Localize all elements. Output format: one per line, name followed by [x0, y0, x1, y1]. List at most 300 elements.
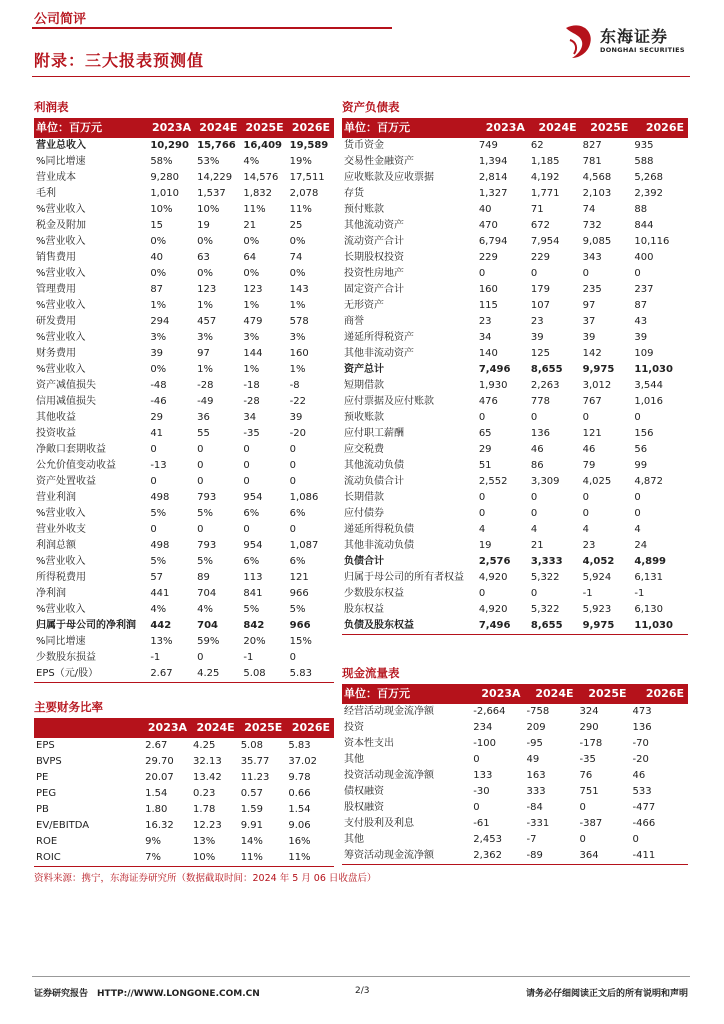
cell-value: 1,930	[478, 380, 508, 391]
cell-value: 15	[150, 220, 164, 231]
cell-value: 4%	[243, 156, 260, 167]
row-label: 净利润	[36, 588, 66, 599]
table-row	[34, 410, 334, 426]
cell-value: 778	[530, 396, 550, 407]
header-year: 2026E	[631, 684, 689, 704]
cell-value: 4,052	[582, 556, 615, 567]
row-label: 预付账款	[344, 204, 384, 215]
row-label: 预收账款	[344, 412, 384, 423]
row-label: 信用减值损失	[36, 396, 96, 407]
cell-value: 5,923	[582, 604, 612, 615]
table-row	[342, 218, 688, 234]
table-header-row	[34, 118, 334, 138]
row-label: PEG	[36, 788, 57, 799]
cell-value: 4	[530, 524, 538, 535]
row-label: 应付债券	[344, 508, 384, 519]
cell-value: -84	[526, 802, 543, 813]
cell-value: 9,975	[581, 618, 633, 635]
cell-value: 0	[197, 460, 204, 471]
cell-value: 11%	[239, 850, 287, 867]
cell-value: 5,322	[530, 604, 560, 615]
cell-value: 2.67	[148, 666, 195, 683]
row-label: %营业收入	[36, 332, 86, 343]
cell-value: 2,576	[478, 556, 511, 567]
cell-value: 0	[197, 524, 204, 535]
cell-value: 4,899	[634, 556, 667, 567]
cell-value: 229	[478, 252, 498, 263]
cell-value: 5,268	[634, 172, 664, 183]
cell-value: 23	[478, 316, 492, 327]
cell-value: 1.78	[193, 804, 216, 815]
table-row	[342, 330, 688, 346]
cell-value: 0	[579, 834, 586, 845]
cell-value: 25	[289, 220, 303, 231]
table-row	[342, 752, 688, 768]
cell-value: 0	[632, 834, 639, 845]
footer-divider	[32, 976, 690, 977]
cell-value: 0	[243, 460, 250, 471]
title-divider	[32, 76, 690, 77]
table-row	[34, 202, 334, 218]
cell-value: 0	[197, 652, 204, 663]
row-label: EPS	[36, 740, 55, 751]
cell-value: 0	[289, 524, 297, 535]
cell-value: 0	[582, 508, 590, 519]
cell-value: 29.70	[145, 756, 174, 767]
cell-value: 954	[243, 492, 263, 503]
cell-value: 0	[530, 588, 538, 599]
cell-value: 827	[582, 140, 602, 151]
table-row	[342, 266, 688, 282]
table-row	[34, 570, 334, 586]
table-row	[342, 298, 688, 314]
cell-value: 19,589	[289, 140, 329, 151]
cell-value: 109	[634, 348, 654, 359]
header-divider	[32, 27, 392, 29]
cell-value: 0.57	[240, 788, 263, 799]
cell-value: 4.25	[195, 666, 241, 683]
cell-value: 4	[582, 524, 590, 535]
cell-value: 751	[579, 786, 599, 797]
cell-value: -477	[632, 802, 656, 813]
table-row	[34, 442, 334, 458]
cell-value: 0	[530, 268, 538, 279]
row-label: 固定资产合计	[344, 284, 404, 295]
row-label: PB	[36, 804, 49, 815]
row-label: 其他流动负债	[344, 460, 404, 471]
cell-value: 2,552	[478, 476, 508, 487]
page-title: 附录：三大报表预测值	[34, 51, 205, 70]
cell-value: 6,794	[478, 236, 508, 247]
cell-value: 5%	[150, 508, 167, 519]
cell-value: 0	[582, 492, 590, 503]
cell-value: 0	[473, 802, 480, 813]
cell-value: 160	[478, 284, 498, 295]
cell-value: 294	[150, 316, 170, 327]
cell-value: 87	[150, 284, 164, 295]
table-row	[342, 554, 688, 570]
row-label: %同比增速	[36, 636, 86, 647]
cell-value: -49	[197, 396, 214, 407]
cell-value: 0	[197, 476, 204, 487]
cell-value: 234	[473, 722, 493, 733]
cell-value: 11,030	[634, 364, 673, 375]
row-label: 其他非流动负债	[344, 540, 414, 551]
cell-value: 10,290	[150, 140, 189, 151]
cell-value: 749	[478, 140, 498, 151]
row-label: 无形资产	[344, 300, 384, 311]
row-label: 归属于母公司的净利润	[36, 620, 136, 631]
cell-value: -48	[150, 380, 167, 391]
row-label: 销售费用	[36, 252, 76, 263]
cell-value: 136	[530, 428, 550, 439]
cell-value: 163	[526, 770, 546, 781]
cell-value: 0	[634, 412, 641, 423]
table-row	[342, 506, 688, 522]
cell-value: 841	[243, 588, 263, 599]
cell-value: 473	[632, 706, 652, 717]
cell-value: 0	[478, 268, 486, 279]
cell-value: 7%	[143, 850, 191, 867]
cell-value: 16,409	[243, 140, 282, 151]
footer-disclaimer: 请务必仔细阅读正文后的所有说明和声明	[525, 989, 688, 999]
cell-value: 14%	[240, 836, 263, 847]
table-row	[342, 800, 688, 816]
cell-value: 0	[289, 652, 297, 663]
table-row	[342, 586, 688, 602]
cell-value: 144	[243, 348, 263, 359]
cell-value: 0	[530, 508, 538, 519]
cell-value: 14,229	[197, 172, 233, 183]
cell-value: 229	[530, 252, 550, 263]
cell-value: -1	[582, 588, 593, 599]
cell-value: 3,309	[530, 476, 560, 487]
cell-value: 470	[478, 220, 498, 231]
cell-value: 0%	[150, 364, 167, 375]
cell-value: 966	[289, 588, 309, 599]
header-year: 2024E	[525, 684, 578, 704]
cell-value: 29	[150, 412, 164, 423]
cell-value: 1%	[289, 364, 306, 375]
table-row	[34, 170, 334, 186]
cell-value: -1	[243, 652, 254, 663]
table-row	[342, 202, 688, 218]
row-label: 税金及附加	[36, 220, 86, 231]
cell-value: 3%	[197, 332, 214, 343]
cell-value: -1	[634, 588, 645, 599]
cell-value: 9.78	[288, 772, 311, 783]
cell-value: 1%	[289, 300, 306, 311]
row-label: 筹资活动现金流净额	[342, 848, 471, 865]
cell-value: 46	[530, 444, 544, 455]
cell-value: 9,280	[150, 172, 179, 183]
cell-value: 55	[197, 428, 210, 439]
row-label: 资产处置收益	[36, 476, 96, 487]
row-label: 其他收益	[36, 412, 76, 423]
cell-value: -46	[150, 396, 167, 407]
row-label: %营业收入	[36, 556, 86, 567]
table-row	[34, 394, 334, 410]
cell-value: 235	[582, 284, 602, 295]
row-label: 债权融资	[344, 786, 384, 797]
cell-value: 39	[150, 348, 164, 359]
table-row	[342, 394, 688, 410]
row-label: %营业收入	[36, 236, 86, 247]
cell-value: 3%	[289, 332, 306, 343]
cell-value: 0	[478, 588, 486, 599]
cell-value: 4,920	[478, 572, 508, 583]
cell-value: 74	[289, 252, 303, 263]
table-row	[342, 426, 688, 442]
cell-value: -1	[150, 652, 161, 663]
cell-value: 51	[478, 460, 492, 471]
cell-value: 1.80	[145, 804, 168, 815]
cell-value: 0	[530, 492, 538, 503]
cell-value: 479	[243, 316, 263, 327]
cell-value: 1,185	[530, 156, 560, 167]
cell-value: 0%	[150, 268, 167, 279]
table-row	[34, 138, 334, 154]
table-row	[34, 850, 334, 867]
table-row	[34, 634, 334, 650]
cell-value: 7,954	[530, 236, 560, 247]
row-label: 其他非流动资产	[344, 348, 414, 359]
row-label: PE	[36, 772, 49, 783]
cell-value: -28	[243, 396, 260, 407]
cell-value: 74	[582, 204, 596, 215]
header-year: 2024E	[529, 118, 581, 138]
cell-value: 0	[243, 524, 250, 535]
cell-value: 1,327	[478, 188, 508, 199]
row-label: 负债合计	[344, 556, 384, 567]
cell-value: 16%	[288, 836, 311, 847]
cell-value: 0%	[243, 236, 260, 247]
cash-flow-title: 现金流量表	[342, 666, 400, 680]
header-year: 2024E	[191, 718, 239, 738]
row-label: 研发费用	[36, 316, 76, 327]
cell-value: 844	[634, 220, 654, 231]
cell-value: 0	[243, 444, 250, 455]
header-year: 2026E	[288, 118, 334, 138]
cell-value: 400	[634, 252, 654, 263]
cell-value: 11%	[289, 204, 312, 215]
header-year: 2025E	[241, 118, 287, 138]
cell-value: 5%	[243, 604, 260, 615]
cell-value: 476	[478, 396, 498, 407]
table-row	[342, 736, 688, 752]
table-row	[34, 282, 334, 298]
cell-value: 4	[478, 524, 486, 535]
cell-value: 11,030	[632, 618, 688, 635]
cell-value: -758	[526, 706, 550, 717]
table-row	[34, 738, 334, 754]
row-label: 公允价值变动收益	[36, 460, 116, 471]
cell-value: 10%	[191, 850, 239, 867]
cell-value: 34	[243, 412, 257, 423]
cell-value: 3%	[243, 332, 260, 343]
table-row	[342, 618, 688, 635]
cell-value: 87	[634, 300, 648, 311]
cell-value: 0	[634, 492, 641, 503]
table-row	[34, 786, 334, 802]
cell-value: 0%	[243, 268, 260, 279]
cell-value: 99	[634, 460, 648, 471]
row-label: 投资	[344, 722, 364, 733]
cell-value: 2,392	[634, 188, 664, 199]
cell-value: 4,025	[582, 476, 612, 487]
cell-value: 133	[473, 770, 493, 781]
cell-value: 6%	[289, 556, 306, 567]
header-year: 2023A	[471, 684, 524, 704]
cell-value: -13	[150, 460, 167, 471]
cell-value: 1,010	[150, 188, 179, 199]
cell-value: 2,362	[471, 848, 524, 865]
cell-value: 121	[289, 572, 309, 583]
cell-value: 9.06	[288, 820, 311, 831]
cell-value: 5%	[197, 556, 214, 567]
cell-value: 0	[243, 476, 250, 487]
cell-value: 364	[578, 848, 631, 865]
table-row	[34, 474, 334, 490]
cell-value: 1,394	[478, 156, 508, 167]
row-label: 长期借款	[344, 492, 384, 503]
row-label: 资产总计	[344, 364, 384, 375]
table-row	[34, 266, 334, 282]
cell-value: 9,085	[582, 236, 612, 247]
row-label: 其他	[344, 834, 364, 845]
cell-value: 533	[632, 786, 652, 797]
cell-value: 6%	[243, 508, 260, 519]
cell-value: 1%	[243, 300, 260, 311]
cell-value: 143	[289, 284, 309, 295]
cell-value: 1,086	[289, 492, 319, 503]
data-source-note: 资料来源：携宁，东海证券研究所（数据截取时间：2024 年 5 月 06 日收盘后）	[34, 873, 377, 884]
cell-value: 121	[582, 428, 602, 439]
table-row	[34, 818, 334, 834]
logo-chinese-name: 东海证券	[600, 27, 669, 46]
cell-value: -411	[631, 848, 689, 865]
row-label: %营业收入	[36, 300, 86, 311]
cell-value: -95	[526, 738, 543, 749]
cell-value: 46	[632, 770, 646, 781]
cell-value: 32.13	[193, 756, 222, 767]
cell-value: 1%	[150, 300, 167, 311]
report-type-tag: 公司简评	[34, 12, 87, 27]
table-row	[34, 618, 334, 634]
cell-value: 10%	[197, 204, 220, 215]
cell-value: 1,016	[634, 396, 664, 407]
row-label: 递延所得税负债	[344, 524, 414, 535]
row-label: BVPS	[36, 756, 62, 767]
cell-value: -18	[243, 380, 260, 391]
cell-value: 43	[634, 316, 648, 327]
row-label: EPS（元/股）	[34, 666, 148, 683]
cell-value: 115	[478, 300, 498, 311]
cell-value: 76	[579, 770, 593, 781]
cell-value: 732	[582, 220, 602, 231]
cell-value: 588	[634, 156, 654, 167]
cell-value: 34	[478, 332, 492, 343]
table-row	[34, 314, 334, 330]
cell-value: 123	[243, 284, 263, 295]
table-row	[34, 458, 334, 474]
table-row	[342, 602, 688, 618]
cell-value: 6,131	[634, 572, 664, 583]
cell-value: -20	[632, 754, 649, 765]
table-row	[342, 570, 688, 586]
cell-value: -28	[197, 380, 214, 391]
cell-value: 0	[582, 412, 590, 423]
cell-value: 781	[582, 156, 602, 167]
cell-value: -22	[289, 396, 307, 407]
cell-value: 457	[197, 316, 217, 327]
cell-value: 58%	[150, 156, 173, 167]
cell-value: -2,664	[473, 706, 506, 717]
cell-value: 7,496	[477, 618, 529, 635]
cell-value: 0	[289, 460, 297, 471]
cell-value: 24	[634, 540, 648, 551]
cell-value: 63	[197, 252, 210, 263]
cell-value: 97	[582, 300, 596, 311]
cell-value: 0.66	[288, 788, 311, 799]
cell-value: 0	[634, 268, 641, 279]
table-row	[34, 186, 334, 202]
table-row	[342, 768, 688, 784]
cell-value: -70	[632, 738, 649, 749]
cell-value: 966	[289, 620, 311, 631]
row-label: %营业收入	[36, 204, 86, 215]
row-label: 流动资产合计	[344, 236, 404, 247]
table-row	[34, 754, 334, 770]
cell-value: 0%	[289, 268, 306, 279]
cell-value: -466	[632, 818, 656, 829]
table-row	[342, 704, 688, 720]
row-label: 支付股利及利息	[344, 818, 414, 829]
cell-value: 498	[150, 492, 170, 503]
cell-value: 290	[579, 722, 599, 733]
table-row	[34, 218, 334, 234]
cell-value: 12.23	[193, 820, 222, 831]
row-label: ROIC	[34, 850, 143, 867]
cell-value: 1%	[197, 300, 214, 311]
ratio-table-title: 主要财务比率	[34, 700, 103, 714]
row-label: 毛利	[36, 188, 56, 199]
cell-value: 1%	[243, 364, 260, 375]
cell-value: 39	[530, 332, 544, 343]
cell-value: 40	[150, 252, 164, 263]
cell-value: 1,087	[289, 540, 319, 551]
row-label: 净敞口套期收益	[36, 444, 106, 455]
balance-sheet-table	[342, 118, 688, 635]
cell-value: 0	[478, 508, 486, 519]
cell-value: 2,078	[289, 188, 319, 199]
header-year: 2025E	[239, 718, 287, 738]
row-label: %同比增速	[36, 156, 86, 167]
cell-value: 71	[530, 204, 544, 215]
table-row	[342, 346, 688, 362]
cell-value: 672	[530, 220, 550, 231]
cell-value: 4,192	[530, 172, 560, 183]
table-row	[342, 282, 688, 298]
cell-value: 4.25	[193, 740, 216, 751]
cell-value: -89	[525, 848, 578, 865]
row-label: 营业成本	[36, 172, 76, 183]
cell-value: 5%	[197, 508, 214, 519]
row-label: 投资性房地产	[344, 268, 404, 279]
cell-value: 36	[197, 412, 210, 423]
cell-value: 209	[526, 722, 546, 733]
cell-value: 64	[243, 252, 257, 263]
